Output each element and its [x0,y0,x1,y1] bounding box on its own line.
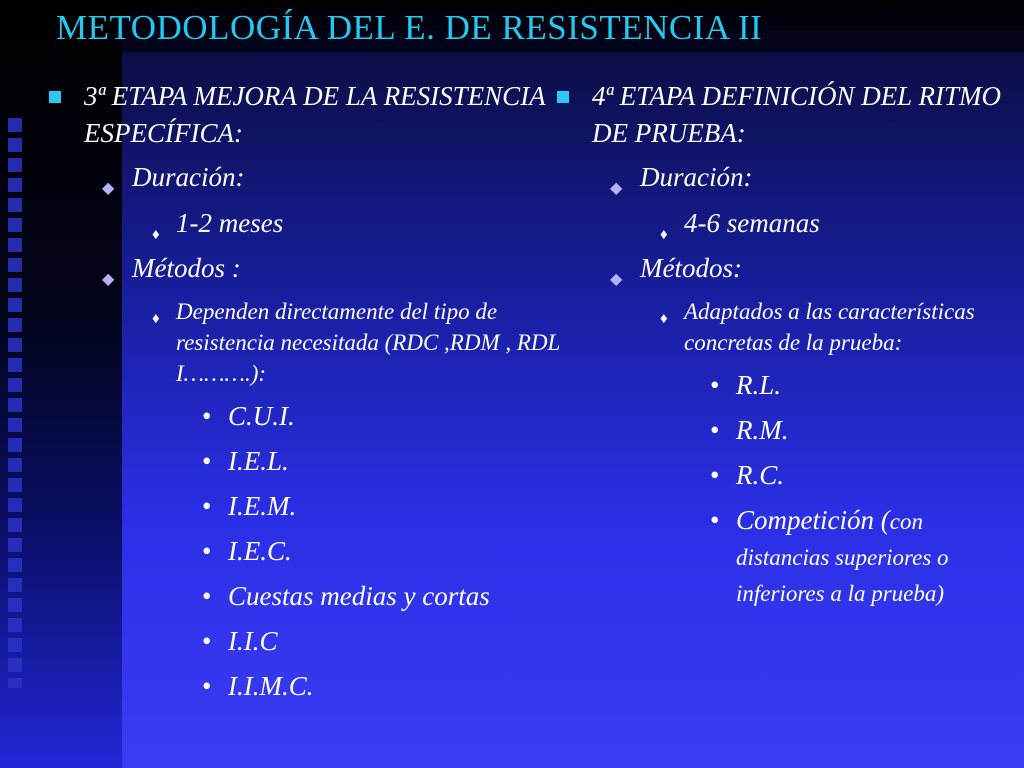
dot-bullet-icon: • [202,626,212,656]
list-item: • I.I.M.C. [228,668,588,704]
right-heading: 4ª ETAPA DEFINICIÓN DEL RITMO DE PRUEBA: [556,78,1016,152]
diamond-bullet-icon: ◆ [610,180,623,197]
dot-bullet-icon: • [202,581,212,611]
list-item: • Competición (con distancias superiores o inferiores a la prueba) [736,502,1016,610]
dot-bullet-icon: • [202,491,212,521]
left-metodos: ◆ Métodos : [132,248,588,288]
dot-bullet-icon: • [710,460,720,490]
list-item: • C.U.I. [228,398,588,434]
list-item: • I.E.C. [228,533,588,569]
small-diamond-bullet-icon: ♦ [660,311,668,327]
dot-bullet-icon: • [710,415,720,445]
dot-bullet-icon: • [202,401,212,431]
dot-bullet-icon: • [710,370,720,400]
list-item: • R.C. [736,457,1016,493]
square-bullet-icon [557,91,569,103]
dot-bullet-icon: • [202,446,212,476]
list-item: • R.M. [736,412,1016,448]
small-diamond-bullet-icon: ♦ [660,227,668,243]
right-duracion: ◆ Duración: [640,157,1016,197]
list-item: • I.E.M. [228,488,588,524]
right-column [556,78,1016,610]
diamond-bullet-icon: ◆ [102,271,115,288]
square-bullet-icon [49,91,61,103]
list-item: • Cuestas medias y cortas [228,578,588,614]
left-heading: 3ª ETAPA MEJORA DE LA RESISTENCIA ESPECÍFICA: [48,78,588,152]
list-item: • R.L. [736,367,1016,403]
square-pattern [8,118,28,688]
left-column [48,78,588,704]
small-diamond-bullet-icon: ♦ [152,227,160,243]
left-duracion: ◆ Duración: [132,157,588,197]
diamond-bullet-icon: ◆ [610,271,623,288]
left-metodos-desc: ♦ Dependen directamente del tipo de resistencia necesitada (RDC ,RDM , RDL I……….): [152,299,560,386]
list-item: • I.E.L. [228,443,588,479]
right-metodos: ◆ Métodos: [640,248,1016,288]
right-duracion-value: ♦ 4-6 semanas [684,203,1016,243]
right-metodos-desc: ♦ Adaptados a las características concretas de la prueba: [660,299,975,355]
diamond-bullet-icon: ◆ [102,180,115,197]
dot-bullet-icon: • [710,505,720,535]
list-item: • I.I.C [228,623,588,659]
slide-title: METODOLOGÍA DEL E. DE RESISTENCIA II [56,8,763,47]
left-duracion-value: ♦ 1-2 meses [176,203,588,243]
small-diamond-bullet-icon: ♦ [152,311,160,327]
dot-bullet-icon: • [202,536,212,566]
dot-bullet-icon: • [202,671,212,701]
